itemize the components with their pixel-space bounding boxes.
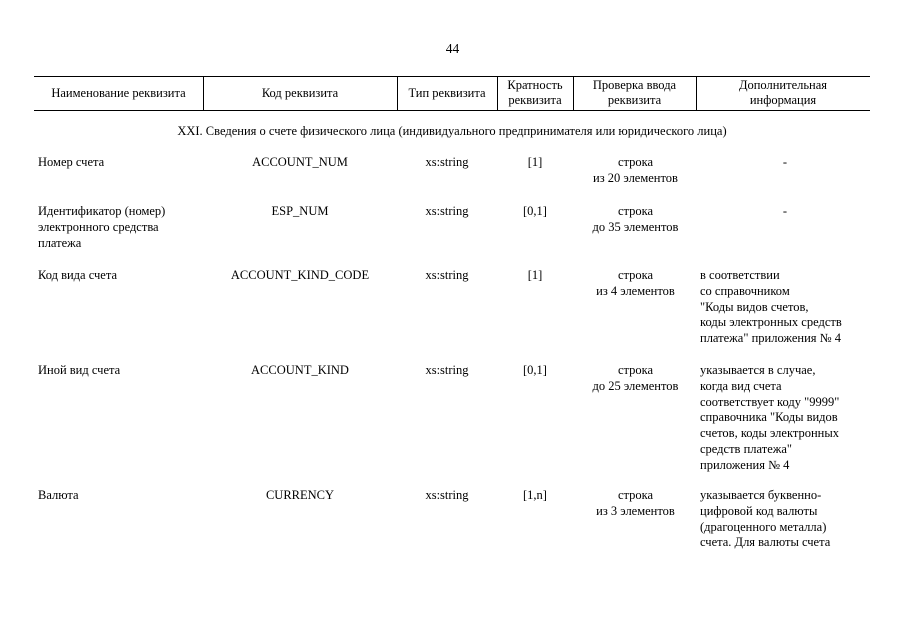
cell-line: счета. Для валюты счета xyxy=(700,535,831,550)
header-additional xyxy=(696,78,870,108)
cell-line: счетов, коды электронных xyxy=(700,426,840,441)
header-line: реквизита xyxy=(607,93,662,107)
header-line: Дополнительная xyxy=(738,78,828,92)
cell-line: строка xyxy=(617,268,654,282)
cell-name xyxy=(38,268,198,284)
header-line: Код реквизита xyxy=(261,85,339,100)
cell-additional xyxy=(700,204,870,220)
cell-name xyxy=(38,204,198,251)
cell-line: указывается буквенно- xyxy=(700,488,822,502)
cell-line: когда вид счета xyxy=(700,378,782,393)
cell-line: - xyxy=(782,204,788,218)
cell-line: Номер счета xyxy=(38,155,105,169)
cell-line: справочника "Коды видов xyxy=(700,410,838,425)
cell-line: строка xyxy=(617,204,654,218)
cell-line: - xyxy=(782,155,788,169)
cell-line: из 20 элементов xyxy=(593,170,678,185)
cell-line: приложения № 4 xyxy=(700,457,790,472)
header-validation-text xyxy=(593,78,676,108)
header-line: реквизита xyxy=(508,93,562,107)
header-line: Наименование реквизита xyxy=(51,85,186,100)
cell-line: строка xyxy=(617,488,654,502)
header-multiplicity-text xyxy=(507,78,562,108)
cell-code: ACCOUNT_NUM xyxy=(252,155,348,169)
cell-line: (драгоценного металла) xyxy=(700,519,827,534)
cell-line: Код вида счета xyxy=(38,268,118,282)
cell-line: платежа xyxy=(38,235,82,250)
cell-additional xyxy=(700,268,875,347)
cell-line: средств платежа" xyxy=(700,441,793,456)
cell-line: из 3 элементов xyxy=(596,503,675,518)
cell-additional xyxy=(700,155,870,171)
cell-multiplicity: [0,1] xyxy=(523,363,547,377)
cell-type: xs:string xyxy=(425,204,469,218)
cell-line: соответствует коду "9999" xyxy=(700,394,840,409)
cell-name xyxy=(38,363,198,379)
header-name xyxy=(34,78,203,108)
cell-line: до 25 элементов xyxy=(592,378,679,393)
header-line: Тип реквизита xyxy=(408,85,486,100)
cell-type: xs:string xyxy=(425,488,469,502)
page-number: 44 xyxy=(445,41,460,56)
header-line: Проверка ввода xyxy=(592,78,677,92)
cell-type: xs:string xyxy=(425,155,469,169)
cell-line: платежа" приложения № 4 xyxy=(700,331,841,346)
header-code xyxy=(203,78,397,108)
cell-line: Иной вид счета xyxy=(38,363,121,377)
cell-multiplicity: [0,1] xyxy=(523,204,547,218)
cell-validation xyxy=(575,204,696,236)
header-line: Кратность xyxy=(507,78,563,92)
cell-code: ACCOUNT_KIND_CODE xyxy=(230,268,370,282)
cell-type: xs:string xyxy=(425,268,469,282)
cell-line: "Коды видов счетов, xyxy=(700,299,809,314)
header-additional-text xyxy=(739,78,827,108)
cell-validation xyxy=(575,363,696,395)
cell-code: ESP_NUM xyxy=(271,204,329,218)
header-line: информация xyxy=(749,93,817,107)
cell-validation xyxy=(575,268,696,300)
table-header-bottom-rule xyxy=(34,110,870,111)
cell-additional xyxy=(700,488,875,551)
header-type xyxy=(397,78,497,108)
cell-code: CURRENCY xyxy=(265,488,335,502)
cell-line: до 35 элементов xyxy=(592,219,679,234)
cell-multiplicity: [1] xyxy=(527,155,543,169)
cell-line: коды электронных средств xyxy=(700,315,842,330)
header-type-text xyxy=(408,86,485,101)
cell-line: со справочником xyxy=(700,283,790,298)
cell-line: цифровой код валюты xyxy=(700,503,818,518)
cell-line: из 4 элементов xyxy=(596,283,675,298)
cell-type: xs:string xyxy=(425,363,469,377)
header-code-text xyxy=(262,86,338,101)
cell-line: Валюта xyxy=(38,488,79,502)
cell-validation xyxy=(575,155,696,187)
header-name-text xyxy=(51,86,185,101)
cell-line: строка xyxy=(617,155,654,169)
cell-multiplicity: [1] xyxy=(527,268,543,282)
cell-line: указывается в случае, xyxy=(700,363,816,377)
cell-additional xyxy=(700,363,875,474)
cell-name xyxy=(38,488,198,504)
cell-line: Идентификатор (номер) xyxy=(38,204,166,218)
cell-validation xyxy=(575,488,696,520)
cell-name xyxy=(38,155,198,171)
cell-line: в соответствии xyxy=(700,268,780,282)
header-multiplicity xyxy=(497,78,573,108)
table-header-top-rule xyxy=(34,76,870,77)
cell-code: ACCOUNT_KIND xyxy=(251,363,349,377)
header-validation xyxy=(573,78,696,108)
cell-line: электронного средства xyxy=(38,219,159,234)
cell-multiplicity: [1,n] xyxy=(523,488,547,502)
section-title: XXI. Сведения о счете физического лица (индивидуального предпринимателя или юридического лица) xyxy=(177,124,727,138)
cell-line: строка xyxy=(617,363,654,377)
